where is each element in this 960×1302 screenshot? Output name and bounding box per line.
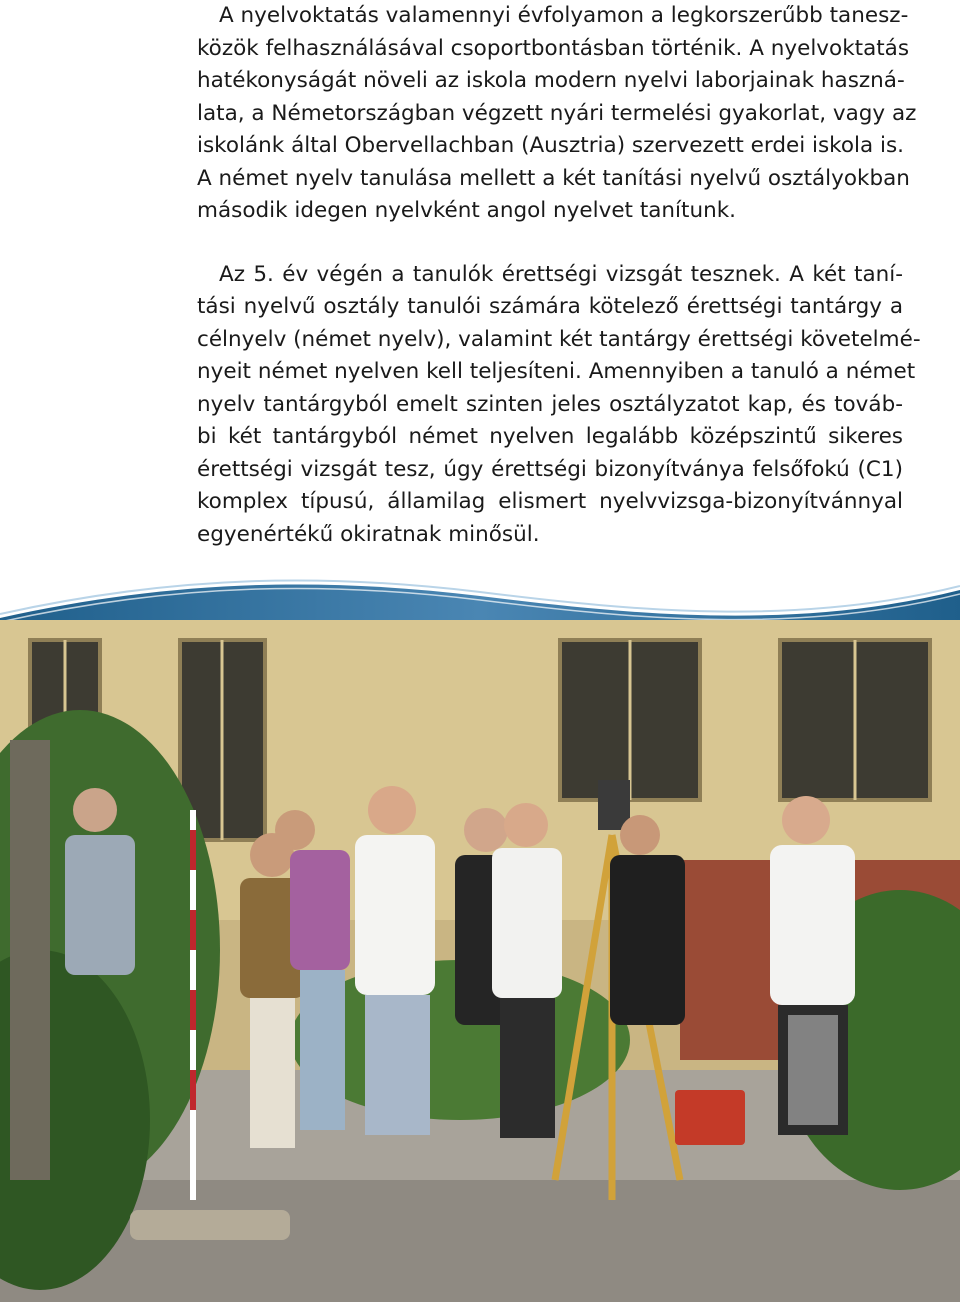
text-line: nyelv tantárgyból emelt szinten jeles osztályzatot kap, és továb- [197, 391, 903, 417]
text-line: bi két tantárgyból német nyelven legalább középszintű sikeres [197, 424, 903, 449]
photo-illustration [0, 620, 960, 1302]
text-line: Az 5. év végén a tanulók érettségi vizsgát tesznek. A két taní- [219, 261, 903, 287]
text-line: nyeit német nyelven kell teljesíteni. Amennyiben a tanuló a német [197, 359, 916, 384]
text-line: komplex típusú, államilag elismert nyelvvizsga-bizonyítvánnyal [197, 489, 903, 514]
group-photo [0, 620, 960, 1302]
text-line: hatékonyságát növeli az iskola modern nyelvi laborjainak haszná- [197, 68, 905, 93]
text-line: egyenértékű okiratnak minősül. [197, 521, 540, 547]
body-text [197, 0, 921, 551]
paragraph-gap [197, 228, 903, 259]
text-line: A nyelvoktatás valamennyi évfolyamon a legkorszerűbb tanesz- [219, 3, 909, 28]
text-line: A német nyelv tanulása mellett a két tanítási nyelvű osztályokban [197, 165, 910, 191]
text-line: lata, a Németországban végzett nyári termelési gyakorlat, vagy az [197, 100, 917, 126]
paragraph-1 [197, 0, 917, 228]
text-line: tási nyelvű osztály tanulói számára kötelező érettségi tantárgy a [197, 294, 903, 319]
text-line: érettségi vizsgát tesz, úgy érettségi bizonyítványa felsőfokú (C1) [197, 456, 903, 482]
text-line: célnyelv (német nyelv), valamint két tantárgy érettségi követelmé- [197, 326, 921, 352]
text-line: iskolánk által Obervellachban (Ausztria) szervezett erdei iskola is. [197, 133, 905, 158]
paragraph-2 [197, 259, 921, 552]
text-line: közök felhasználásával csoportbontásban történik. A nyelvoktatás [197, 35, 910, 61]
text-line: második idegen nyelvként angol nyelvet tanítunk. [197, 198, 736, 223]
